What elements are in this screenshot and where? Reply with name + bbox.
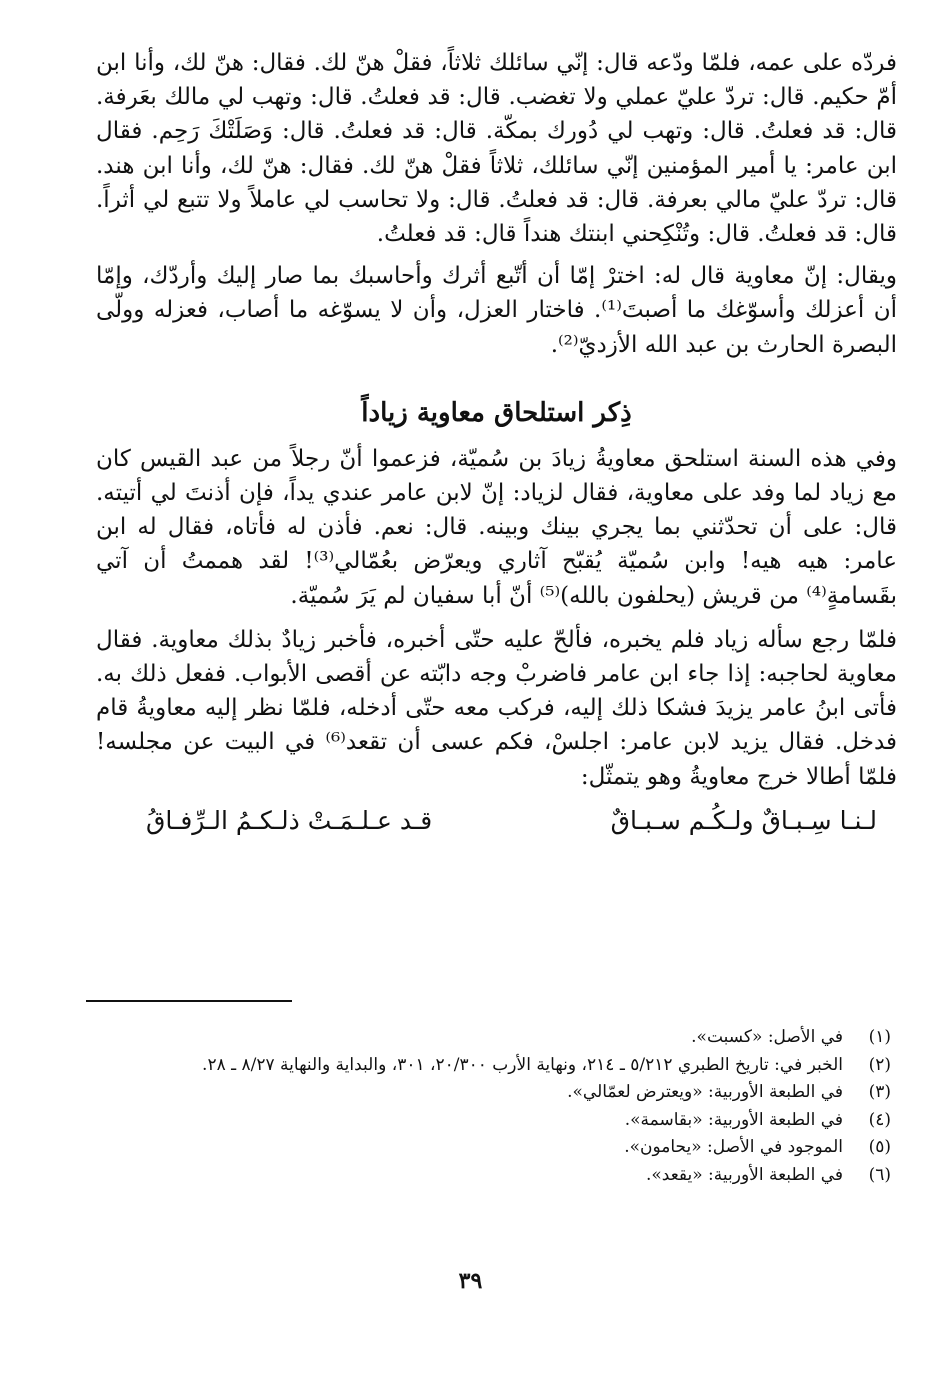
footnote-number: (١) [868,1027,891,1047]
paragraph: ويقال: إنّ معاوية قال له: اخترْ إمّا أن أتّبع أثرك وأحاسبك بما صار إليك وأردّك، وإمّا أن أعزلك وأسوّغك ما أصبتَ⁽¹⁾. فاختار العزل، وأن لا يسوّغه ما أصاب، فعزله وولّى البصرة الحارث بن عبد الله الأزديّ⁽²⁾. [96,263,897,358]
footnote-text: الموجود في الأصل: «يحامون». [624,1137,843,1157]
footnotes [96,1024,897,1189]
footnote [96,1134,897,1162]
paragraph: فردّه على عمه، فلمّا ودّعه قال: إنّي سائلك ثلاثاً، فقلْ هنّ لك. فقال: هنّ لك، وأنا ابن أمّ حكيم. قال: تردّ عليّ عملي ولا تغضب. قال: قد فعلتُ. قال: وتهب لي مالك بعَرفة. قال: قد فعلتُ. قال: وتهب لي دُورك بمكّة. قال: قد فعلتُ. قال: وَصَلَتْكَ رَحِم. فقال ابن عامر: يا أمير المؤمنين إنّي سائلك، ثلاثاً فقلْ هنّ لك. فقال: هنّ لك، وأنا ابن هند. قال: تردّ عليّ مالي بعرفة. قال: قد فعلتُ. قال: ولا تحاسب لي عاملاً ولا تتبع لي أثراً. قال: قد فعلتُ. قال: وتُنْكِحني ابنتك هنداً قال: قد فعلتُ. [96,50,897,248]
footnote-divider [86,1000,292,1002]
paragraph: وفي هذه السنة استلحق معاويةُ زيادَ بن سُميّة، فزعموا أنّ رجلاً من عبد القيس كان مع زياد لما وفد على معاوية، فقال لزياد: إنّ لابن عامر عندي يداً، فإن أذنتَ لي أتيته. قال: على أن تحدّثني بما يجري بينك وبينه. قال: نعم. فأذن له فأتاه، فقال له ابن عامر: هيه هيه! وابن سُميّة يُقبّح آثاري ويعرّض بعُمّالي⁽³⁾! لقد هممتُ أن آتي بقَسامةٍ⁽⁴⁾ من قريش (يحلفون بالله)⁽⁵⁾ أنّ أبا سفيان لم يَرَ سُميّة. [96,445,897,609]
footnote-text: في الطبعة الأوربية: «بقاسمة». [624,1109,843,1130]
footnote [96,1107,897,1135]
footnote-text: الخبر في: تاريخ الطبري ٥/٢١٢ ـ ٢١٤، ونهاية الأرب ٢٠/٣٠٠، ٣٠١، والبداية والنهاية ٨/٢٧ ـ ٢٨. [202,1054,843,1075]
footnote-number: (٦) [868,1164,891,1185]
footnote [96,1162,897,1190]
footnote-text: في الطبعة الأوربية: «يقعد». [645,1164,843,1185]
footnote-number: (٣) [868,1082,891,1102]
paragraph: فلمّا رجع سأله زياد فلم يخبره، فألحّ عليه حتّى أخبره، فأخبر زيادٌ بذلك معاوية. فقال معاوية لحاجبه: إذا جاء ابن عامر فاضربْ وجه دابّته عن أقصى الأبواب. ففعل ذلك به. فأتى ابنُ عامر يزيدَ فشكا ذلك إليه، فركب معه حتّى أدخله، فلمّا نظر إليه معاويةُ قام فدخل. فقال يزيد لابن عامر: اجلسْ، فكم عسى أن تقعد⁽⁶⁾ في البيت عن مجلسه! فلمّا أطالا خرج معاويةُ وهو يتمثّل: [96,626,898,790]
section-heading: ذِكر استلحاق معاوية زياداً [361,397,632,428]
footnote [96,1052,897,1080]
footnote-number: (٥) [868,1137,891,1157]
footnote [96,1079,897,1107]
footnote-number: (٢) [868,1054,891,1075]
footnote [96,1024,897,1052]
verse-first-hemistich: لـنـا سِـبـاقٌ ولـكُـم سـبـاقٌ [610,805,877,835]
page-number: ٣٩ [458,1268,483,1294]
poetry-verse [96,806,897,835]
footnote-number: (٤) [868,1109,891,1130]
footnote-text: في الطبعة الأوربية: «ويعترض لعمّالي». [567,1082,843,1102]
verse-second-hemistich: قـد عـلـمَـتْ ذلـكـمُ الـرِّفـاقُ [146,805,433,835]
footnote-text: في الأصل: «كسبت». [691,1027,843,1047]
